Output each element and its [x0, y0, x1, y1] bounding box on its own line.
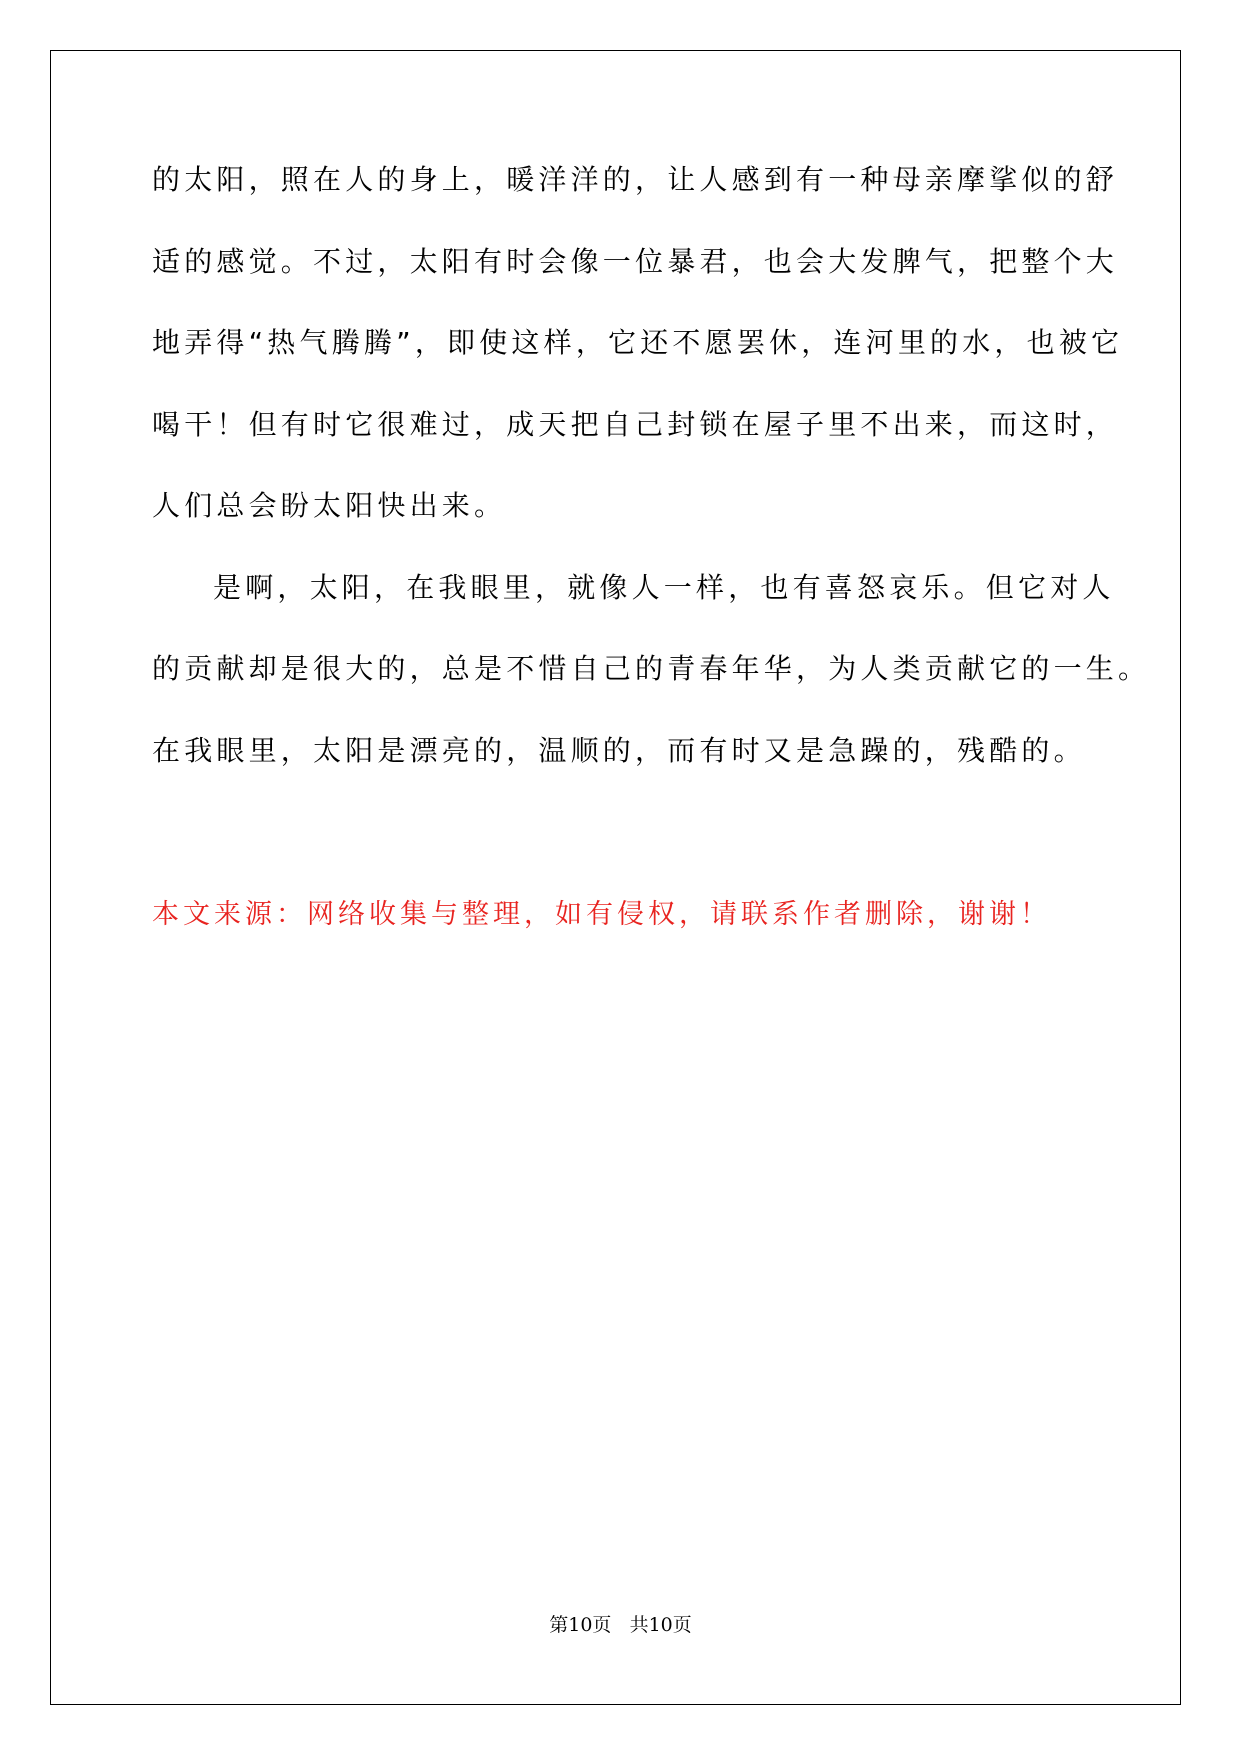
paragraph-line: 的贡献却是很大的，总是不惜自己的青春年华，为人类贡献它的一生。	[152, 652, 1151, 685]
document-body	[152, 160, 1151, 812]
paragraph-line: 是啊，太阳，在我眼里，就像人一样，也有喜怒哀乐。但它对人	[213, 570, 1115, 604]
page-total: 共10页	[629, 1614, 692, 1636]
paragraph-line: 的太阳，照在人的身上，暖洋洋的，让人感到有一种母亲摩挲似的舒	[152, 163, 1119, 196]
source-note: 本文来源：网络收集与整理，如有侵权，请联系作者删除，谢谢！	[152, 899, 1051, 930]
page-footer	[0, 1613, 1241, 1637]
paragraph-line: 地弄得“热气腾腾”，即使这样，它还不愿罢休，连河里的水，也被它	[152, 326, 1124, 359]
paragraph-line: 喝干！但有时它很难过，成天把自己封锁在屋子里不出来，而这时，	[152, 407, 1119, 441]
paragraph-line: 在我眼里，太阳是漂亮的，温顺的，而有时又是急躁的，残酷的。	[152, 733, 1086, 767]
paragraph-line: 人们总会盼太阳快出来。	[152, 489, 507, 522]
page-number: 第10页	[549, 1614, 612, 1636]
paragraph-line: 适的感觉。不过，太阳有时会像一位暴君，也会大发脾气，把整个大	[152, 244, 1119, 278]
